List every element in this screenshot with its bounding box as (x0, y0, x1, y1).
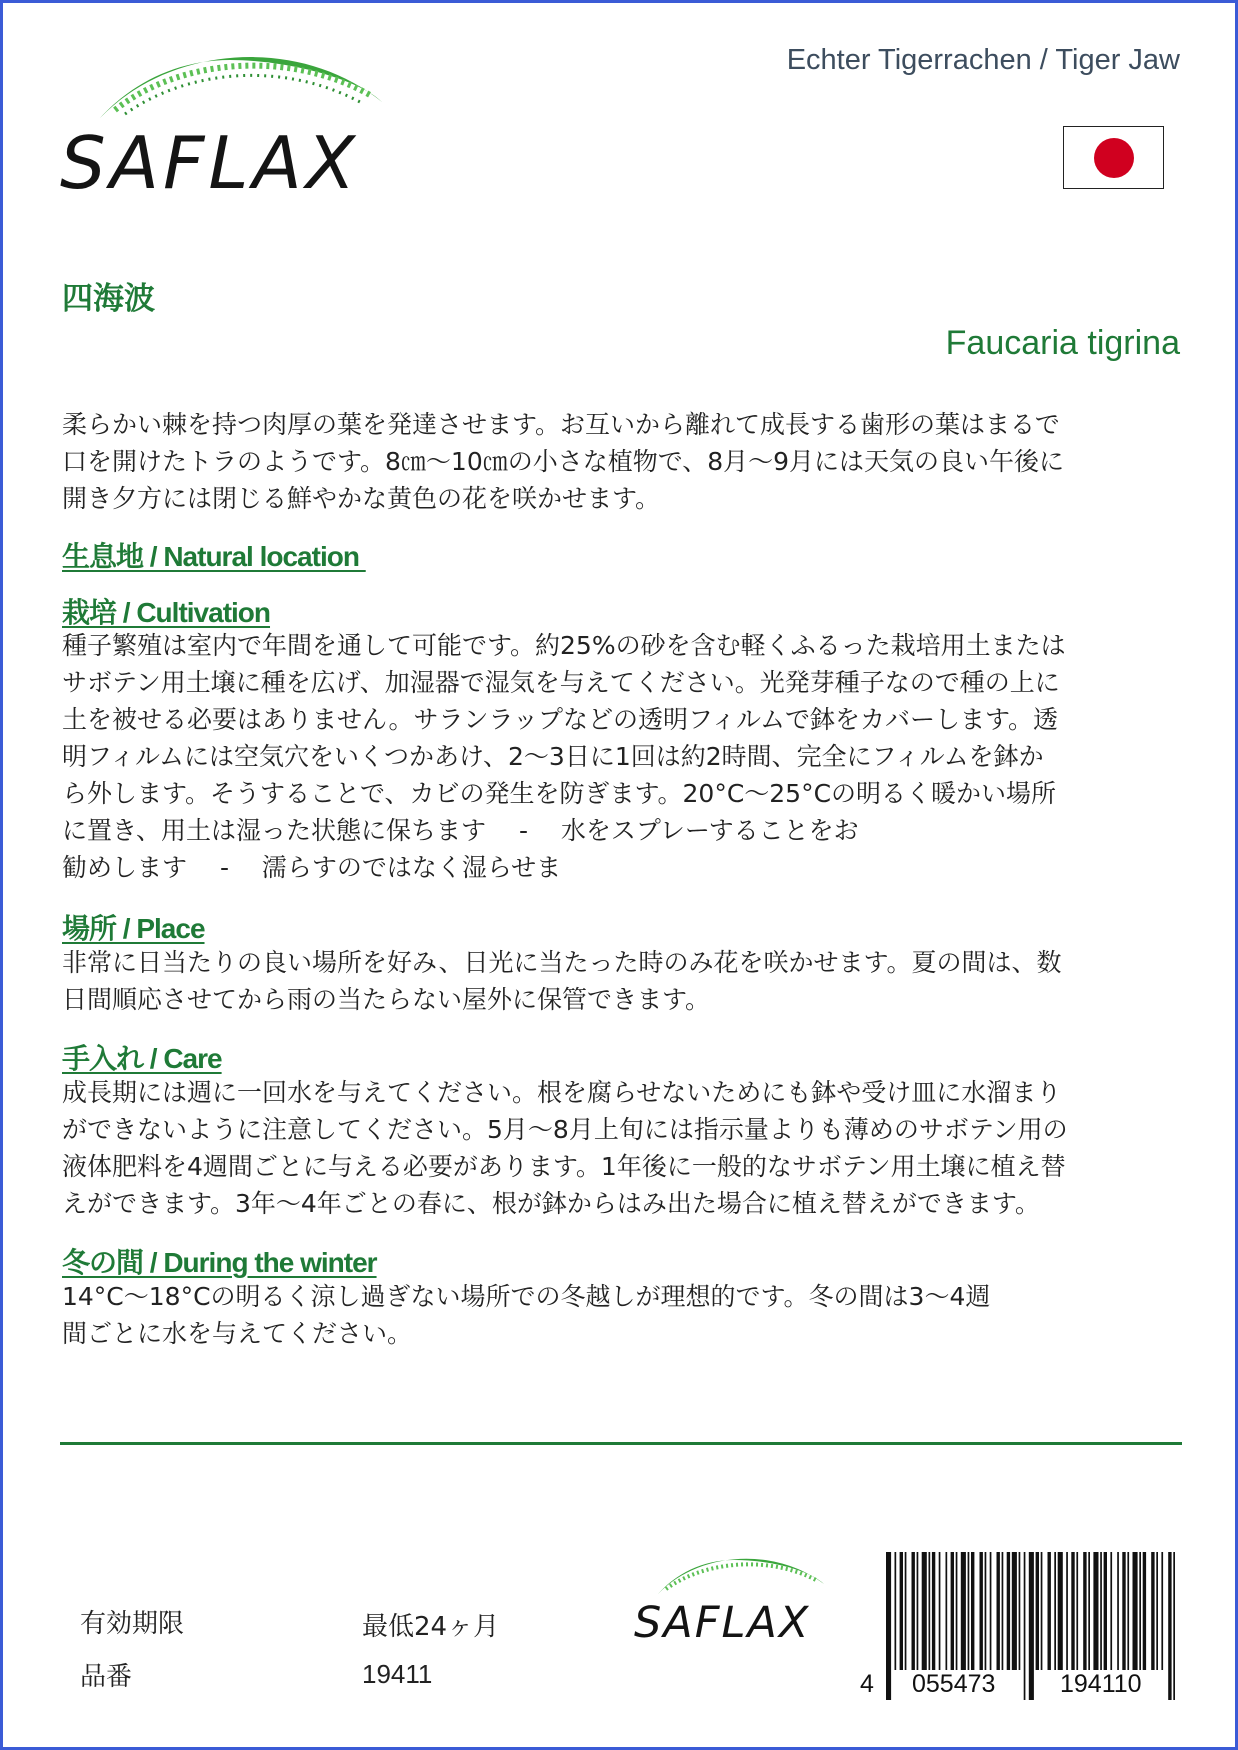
place-text: 非常に日当たりの良い場所を好み、日光に当たった時のみ花を咲かせます。夏の間は、数 日間順応させてから雨の当たらない屋外に保管できます。 (62, 948, 1062, 1014)
brand-wordmark-small: SAFLAX (634, 1598, 811, 1648)
cultivation-text: 種子繁殖は室内で年間を通して可能です。約25%の砂を含む軽くふるった栽培用土または サボテン用土壌に種を広げ、加湿器で湿気を与えてください。光発芽種子なので種の上に 土を被せる必要はありません。サランラップなどの透明フィルムで鉢をカバーします。透 明フィルムには空気穴をいくつかあけ、2～3日に1回は約2時間、完全にフィルムを鉢か ら外します。そうすることで、カビの発生を防ぎます。20°C〜25°Cの明るく暖かい場所 に置き、用土は湿った状態に保ちます - 水をスプレーすることをお 勧めします - 濡らすのではなく湿らせま (62, 631, 1066, 882)
heading-natural-location: 生息地 / Natural location (62, 541, 366, 572)
barcode-digits-left: 055473 (912, 1670, 996, 1698)
common-name: Echter Tigerrachen / Tiger Jaw (786, 44, 1180, 76)
item-number-value: 19411 (362, 1659, 433, 1689)
expiry-label: 有効期限 (80, 1609, 185, 1639)
heading-care: 手入れ / Care (62, 1043, 222, 1074)
care-text: 成長期には週に一回水を与えてください。根を腐らせないためにも鉢や受け皿に水溜まり ができないように注意してください。5月～8月上旬には指示量よりも薄めのサボテン用の 液体肥料を4週間ごとに与える必要があります。1年後に一般的なサボテン用土壌に植え替 えができます。3年～4年ごとの春に、根が鉢からはみ出た場合に植え替えができます。 (62, 1078, 1068, 1218)
winter-text: 14°C～18°Cの明るく涼し過ぎない場所での冬越しが理想的です。冬の間は3～4週 間ごとに水を与えてください。 (62, 1282, 991, 1348)
brand-logo-small (634, 1548, 834, 1648)
brand-wordmark: SAFLAX (60, 121, 360, 205)
japanese-plant-name: 四海波 (62, 281, 155, 317)
heading-cultivation: 栽培 / Cultivation (62, 597, 271, 628)
expiry-value: 最低24ヶ月 (362, 1612, 500, 1642)
intro-text: 柔らかい棘を持つ肉厚の葉を発達させます。お互いから離れて成長する歯形の葉はまるで 口を開けたトラのようです。8㎝～10㎝の小さな植物で、8月～9月には天気の良い午後に 開き夕方には閉じる鮮やかな黄色の花を咲かせます。 (62, 410, 1065, 513)
barcode-digits-right: 194110 (1060, 1670, 1142, 1698)
latin-plant-name: Faucaria tigrina (945, 324, 1180, 362)
section-divider (60, 1442, 1182, 1445)
heading-winter: 冬の間 / During the winter (62, 1247, 377, 1278)
item-number-label: 品番 (80, 1662, 133, 1692)
heading-place: 場所 / Place (62, 913, 205, 944)
brand-logo (60, 40, 400, 205)
japan-flag-icon (1063, 126, 1164, 189)
barcode-first-digit: 4 (860, 1670, 874, 1698)
